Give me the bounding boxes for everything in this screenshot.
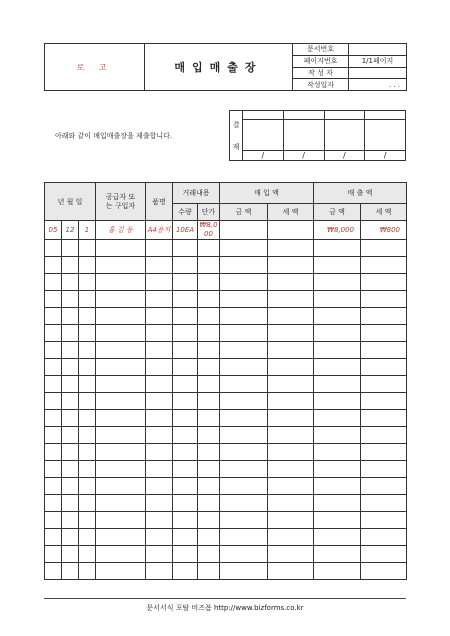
col-purchase: 매 입 액 — [220, 183, 314, 204]
approval-sign-3[interactable] — [324, 120, 365, 151]
table-cell[interactable] — [268, 444, 314, 461]
table-cell[interactable] — [198, 410, 220, 427]
table-cell[interactable] — [45, 478, 62, 495]
table-cell[interactable] — [45, 563, 62, 580]
table-cell[interactable] — [45, 291, 62, 308]
table-cell[interactable] — [198, 342, 220, 359]
approval-date-3[interactable]: / — [324, 151, 365, 161]
row-unit-price[interactable]: ₩8,000 — [199, 221, 218, 238]
table-cell[interactable] — [96, 359, 146, 376]
table-cell[interactable] — [146, 359, 173, 376]
table-cell[interactable] — [45, 308, 62, 325]
table-row — [45, 563, 407, 580]
table-cell[interactable] — [198, 512, 220, 529]
approval-sign-2[interactable] — [283, 120, 324, 151]
col-unit-price: 단가 — [198, 204, 220, 221]
approval-date-2[interactable]: / — [283, 151, 324, 161]
ledger-table — [44, 182, 407, 580]
table-cell[interactable] — [314, 291, 361, 308]
table-cell[interactable] — [96, 478, 146, 495]
table-cell[interactable] — [198, 376, 220, 393]
table-cell[interactable] — [96, 291, 146, 308]
table-cell[interactable] — [146, 291, 173, 308]
table-cell[interactable] — [173, 291, 198, 308]
table-cell[interactable] — [220, 546, 268, 563]
table-cell[interactable] — [173, 359, 198, 376]
table-cell[interactable] — [45, 393, 62, 410]
table-cell[interactable] — [62, 291, 79, 308]
table-cell[interactable] — [62, 478, 79, 495]
table-cell[interactable] — [173, 461, 198, 478]
table-cell[interactable] — [361, 274, 407, 291]
table-cell[interactable] — [96, 410, 146, 427]
col-date: 년 월 일 — [45, 183, 96, 221]
table-cell[interactable] — [314, 325, 361, 342]
table-cell[interactable] — [198, 546, 220, 563]
row-sales-amount[interactable]: ₩8,000 — [314, 221, 361, 240]
table-cell[interactable] — [79, 342, 96, 359]
row-year[interactable]: 05 — [45, 221, 62, 240]
table-cell[interactable] — [314, 342, 361, 359]
table-cell[interactable] — [146, 529, 173, 546]
table-row — [45, 274, 407, 291]
approval-sign-4[interactable] — [365, 120, 406, 151]
table-cell[interactable] — [79, 240, 96, 257]
table-cell[interactable] — [79, 461, 96, 478]
author-value[interactable] — [349, 67, 407, 79]
table-row — [45, 308, 407, 325]
table-cell[interactable] — [45, 461, 62, 478]
table-cell[interactable] — [62, 325, 79, 342]
row-day[interactable]: 1 — [79, 221, 96, 240]
table-cell[interactable] — [220, 410, 268, 427]
table-cell[interactable] — [198, 563, 220, 580]
table-cell[interactable] — [62, 308, 79, 325]
table-row — [45, 478, 407, 495]
col-item: 품명 — [146, 183, 173, 221]
table-cell[interactable] — [314, 461, 361, 478]
col-sales: 매 출 액 — [314, 183, 407, 204]
date-value[interactable]: . . . — [349, 79, 407, 91]
table-cell[interactable] — [96, 512, 146, 529]
table-cell[interactable] — [96, 444, 146, 461]
table-row — [45, 393, 407, 410]
row-month[interactable]: 12 — [62, 221, 79, 240]
table-cell[interactable] — [198, 478, 220, 495]
table-cell[interactable] — [268, 342, 314, 359]
table-cell[interactable] — [146, 376, 173, 393]
table-cell[interactable] — [268, 291, 314, 308]
table-cell[interactable] — [220, 325, 268, 342]
table-cell[interactable] — [79, 257, 96, 274]
table-cell[interactable] — [361, 325, 407, 342]
table-cell[interactable] — [268, 529, 314, 546]
row-purchase-tax[interactable] — [268, 221, 314, 240]
table-row — [45, 444, 407, 461]
table-cell[interactable] — [314, 410, 361, 427]
table-row — [45, 546, 407, 563]
table-cell[interactable] — [173, 478, 198, 495]
approval-date-1[interactable]: / — [243, 151, 284, 161]
table-cell[interactable] — [79, 308, 96, 325]
table-cell[interactable] — [173, 308, 198, 325]
table-cell[interactable] — [96, 325, 146, 342]
table-cell[interactable] — [45, 257, 62, 274]
table-cell[interactable] — [220, 427, 268, 444]
table-cell[interactable] — [220, 257, 268, 274]
table-cell[interactable] — [146, 410, 173, 427]
table-cell[interactable] — [146, 444, 173, 461]
table-cell[interactable] — [96, 495, 146, 512]
table-cell[interactable] — [198, 461, 220, 478]
table-cell[interactable] — [198, 257, 220, 274]
logo: 로 고 — [45, 44, 145, 91]
approval-date-4[interactable]: / — [365, 151, 406, 161]
table-cell[interactable] — [220, 529, 268, 546]
table-cell[interactable] — [146, 427, 173, 444]
table-cell[interactable] — [45, 495, 62, 512]
table-cell[interactable] — [173, 546, 198, 563]
approval-sign-1[interactable] — [243, 120, 284, 151]
table-cell[interactable] — [268, 427, 314, 444]
footer-divider — [44, 598, 406, 599]
table-cell[interactable] — [268, 546, 314, 563]
table-cell[interactable] — [220, 563, 268, 580]
table-cell[interactable] — [173, 376, 198, 393]
table-cell[interactable] — [198, 308, 220, 325]
table-cell[interactable] — [314, 529, 361, 546]
table-cell[interactable] — [220, 274, 268, 291]
table-cell[interactable] — [62, 563, 79, 580]
table-cell[interactable] — [96, 546, 146, 563]
table-cell[interactable] — [220, 495, 268, 512]
table-cell[interactable] — [96, 563, 146, 580]
table-cell[interactable] — [173, 529, 198, 546]
table-cell[interactable] — [62, 461, 79, 478]
table-cell[interactable] — [62, 529, 79, 546]
table-cell[interactable] — [268, 410, 314, 427]
table-cell[interactable] — [220, 308, 268, 325]
date-label: 작성일자 — [293, 79, 349, 91]
table-cell[interactable] — [173, 342, 198, 359]
table-cell[interactable] — [79, 563, 96, 580]
table-cell[interactable] — [361, 308, 407, 325]
table-cell[interactable] — [79, 512, 96, 529]
table-cell[interactable] — [220, 461, 268, 478]
table-cell[interactable] — [45, 546, 62, 563]
table-cell[interactable] — [96, 342, 146, 359]
table-cell[interactable] — [268, 495, 314, 512]
table-cell[interactable] — [146, 257, 173, 274]
approval-label-bottom: 재 — [232, 142, 240, 151]
table-row — [45, 221, 407, 240]
table-cell[interactable] — [62, 495, 79, 512]
table-cell[interactable] — [96, 529, 146, 546]
row-supplier[interactable]: 홍 길 동 — [96, 221, 146, 240]
table-cell[interactable] — [268, 478, 314, 495]
table-row — [45, 359, 407, 376]
table-row — [45, 291, 407, 308]
table-cell[interactable] — [79, 410, 96, 427]
table-cell[interactable] — [268, 257, 314, 274]
table-cell[interactable] — [45, 325, 62, 342]
table-cell[interactable] — [361, 393, 407, 410]
table-cell[interactable] — [62, 410, 79, 427]
table-cell[interactable] — [79, 546, 96, 563]
table-cell[interactable] — [198, 359, 220, 376]
table-cell[interactable] — [361, 461, 407, 478]
table-cell[interactable] — [146, 495, 173, 512]
table-cell[interactable] — [361, 444, 407, 461]
table-cell[interactable] — [220, 291, 268, 308]
row-sales-tax[interactable]: ₩800 — [361, 221, 407, 240]
approval-label-top: 결 — [232, 120, 240, 129]
table-cell[interactable] — [62, 240, 79, 257]
table-cell[interactable] — [173, 325, 198, 342]
page-no-value[interactable]: 1/1페이지 — [349, 55, 407, 67]
table-row — [45, 410, 407, 427]
table-cell[interactable] — [314, 274, 361, 291]
table-cell[interactable] — [220, 478, 268, 495]
table-cell[interactable] — [314, 444, 361, 461]
table-cell[interactable] — [79, 478, 96, 495]
table-cell[interactable] — [361, 376, 407, 393]
table-cell[interactable] — [220, 359, 268, 376]
table-cell[interactable] — [173, 257, 198, 274]
table-cell[interactable] — [62, 359, 79, 376]
table-cell[interactable] — [45, 240, 62, 257]
table-cell[interactable] — [314, 308, 361, 325]
col-sales-tax: 세 액 — [361, 204, 407, 221]
table-cell[interactable] — [361, 546, 407, 563]
table-cell[interactable] — [220, 444, 268, 461]
row-purchase-amount[interactable] — [220, 221, 268, 240]
table-row — [45, 461, 407, 478]
row-item[interactable]: A4용지 — [146, 221, 173, 240]
table-cell[interactable] — [62, 393, 79, 410]
page-no-label: 페이지번호 — [293, 55, 349, 67]
table-cell[interactable] — [62, 444, 79, 461]
table-cell[interactable] — [45, 376, 62, 393]
table-cell[interactable] — [62, 342, 79, 359]
table-cell[interactable] — [268, 274, 314, 291]
table-cell[interactable] — [79, 325, 96, 342]
table-cell[interactable] — [62, 376, 79, 393]
table-cell[interactable] — [146, 240, 173, 257]
table-cell[interactable] — [220, 376, 268, 393]
table-cell[interactable] — [96, 427, 146, 444]
table-cell[interactable] — [314, 546, 361, 563]
table-cell[interactable] — [198, 444, 220, 461]
col-trade: 거래내용 — [173, 183, 220, 204]
table-cell[interactable] — [96, 240, 146, 257]
page-title: 매입매출장 — [145, 44, 293, 91]
table-cell[interactable] — [146, 393, 173, 410]
doc-no-label: 문서번호 — [293, 44, 349, 56]
col-purchase-tax: 세 액 — [268, 204, 314, 221]
table-cell[interactable] — [314, 427, 361, 444]
table-row — [45, 240, 407, 257]
table-cell[interactable] — [79, 444, 96, 461]
table-cell[interactable] — [314, 359, 361, 376]
table-cell[interactable] — [198, 427, 220, 444]
table-cell[interactable] — [79, 274, 96, 291]
table-cell[interactable] — [45, 444, 62, 461]
table-cell[interactable] — [361, 291, 407, 308]
table-cell[interactable] — [220, 512, 268, 529]
table-cell[interactable] — [268, 393, 314, 410]
table-cell[interactable] — [146, 512, 173, 529]
table-cell[interactable] — [361, 342, 407, 359]
table-cell[interactable] — [146, 308, 173, 325]
table-cell[interactable] — [146, 478, 173, 495]
table-cell[interactable] — [96, 308, 146, 325]
table-cell[interactable] — [314, 240, 361, 257]
table-cell[interactable] — [314, 257, 361, 274]
table-cell[interactable] — [62, 427, 79, 444]
table-cell[interactable] — [173, 563, 198, 580]
table-cell[interactable] — [361, 495, 407, 512]
table-cell[interactable] — [45, 512, 62, 529]
footer-text: 문서서식 포탈 비즈폼 http://www.bizforms.co.kr — [146, 604, 304, 612]
table-cell[interactable] — [79, 427, 96, 444]
table-cell[interactable] — [361, 427, 407, 444]
table-cell[interactable] — [45, 410, 62, 427]
col-sales-amount: 금 액 — [314, 204, 361, 221]
approval-box — [229, 110, 406, 161]
table-cell[interactable] — [45, 427, 62, 444]
approval-title-4[interactable] — [365, 111, 406, 120]
table-cell[interactable] — [79, 495, 96, 512]
table-cell[interactable] — [173, 444, 198, 461]
col-qty: 수량 — [173, 204, 198, 221]
table-cell[interactable] — [173, 410, 198, 427]
table-cell[interactable] — [173, 495, 198, 512]
table-cell[interactable] — [220, 342, 268, 359]
table-cell[interactable] — [314, 512, 361, 529]
table-cell[interactable] — [198, 291, 220, 308]
table-cell[interactable] — [79, 393, 96, 410]
table-cell[interactable] — [361, 529, 407, 546]
table-cell[interactable] — [146, 461, 173, 478]
table-cell[interactable] — [96, 257, 146, 274]
table-cell[interactable] — [268, 240, 314, 257]
table-cell[interactable] — [45, 529, 62, 546]
approval-title-1[interactable] — [243, 111, 284, 120]
table-cell[interactable] — [45, 342, 62, 359]
table-cell[interactable] — [268, 325, 314, 342]
table-cell[interactable] — [96, 461, 146, 478]
table-row — [45, 427, 407, 444]
table-cell[interactable] — [173, 393, 198, 410]
table-cell[interactable] — [268, 308, 314, 325]
table-cell[interactable] — [62, 257, 79, 274]
table-cell[interactable] — [268, 376, 314, 393]
table-cell[interactable] — [220, 393, 268, 410]
table-cell[interactable] — [268, 461, 314, 478]
intro-text: 아래와 같이 매입매출장을 제출합니다. — [55, 132, 173, 140]
table-cell[interactable] — [146, 325, 173, 342]
table-cell[interactable] — [173, 512, 198, 529]
table-row — [45, 512, 407, 529]
table-row — [45, 342, 407, 359]
table-cell[interactable] — [173, 240, 198, 257]
table-cell[interactable] — [314, 376, 361, 393]
table-row — [45, 257, 407, 274]
table-cell[interactable] — [268, 512, 314, 529]
table-cell[interactable] — [96, 376, 146, 393]
table-cell[interactable] — [268, 563, 314, 580]
table-cell[interactable] — [146, 546, 173, 563]
table-cell[interactable] — [198, 240, 220, 257]
table-cell[interactable] — [198, 393, 220, 410]
table-cell[interactable] — [96, 274, 146, 291]
table-cell[interactable] — [268, 359, 314, 376]
table-cell[interactable] — [361, 478, 407, 495]
table-cell[interactable] — [361, 240, 407, 257]
table-cell[interactable] — [79, 359, 96, 376]
approval-title-3[interactable] — [324, 111, 365, 120]
approval-title-2[interactable] — [283, 111, 324, 120]
table-cell[interactable] — [62, 546, 79, 563]
row-qty[interactable]: 10EA — [173, 221, 198, 240]
table-cell[interactable] — [173, 427, 198, 444]
table-cell[interactable] — [146, 274, 173, 291]
col-supplier: 공급자 또는 구입자 — [96, 183, 146, 221]
header-table — [44, 43, 407, 91]
table-cell[interactable] — [79, 376, 96, 393]
table-row — [45, 495, 407, 512]
table-cell[interactable] — [146, 342, 173, 359]
table-cell[interactable] — [96, 393, 146, 410]
table-cell[interactable] — [361, 563, 407, 580]
table-cell[interactable] — [198, 495, 220, 512]
table-cell[interactable] — [361, 410, 407, 427]
table-cell[interactable] — [45, 274, 62, 291]
col-purchase-amount: 금 액 — [220, 204, 268, 221]
doc-no-value[interactable] — [349, 44, 407, 56]
table-cell[interactable] — [361, 359, 407, 376]
table-cell[interactable] — [198, 529, 220, 546]
table-cell[interactable] — [198, 274, 220, 291]
table-cell[interactable] — [45, 359, 62, 376]
table-cell[interactable] — [361, 257, 407, 274]
table-cell[interactable] — [146, 563, 173, 580]
table-cell[interactable] — [314, 393, 361, 410]
table-cell[interactable] — [62, 512, 79, 529]
author-label: 작 성 자 — [293, 67, 349, 79]
table-cell[interactable] — [79, 529, 96, 546]
table-cell[interactable] — [198, 325, 220, 342]
table-cell[interactable] — [62, 274, 79, 291]
table-cell[interactable] — [314, 478, 361, 495]
table-cell[interactable] — [79, 291, 96, 308]
table-cell[interactable] — [361, 512, 407, 529]
table-cell[interactable] — [314, 495, 361, 512]
table-cell[interactable] — [220, 240, 268, 257]
table-row — [45, 376, 407, 393]
table-cell[interactable] — [314, 563, 361, 580]
table-row — [45, 529, 407, 546]
table-cell[interactable] — [173, 274, 198, 291]
table-row — [45, 325, 407, 342]
